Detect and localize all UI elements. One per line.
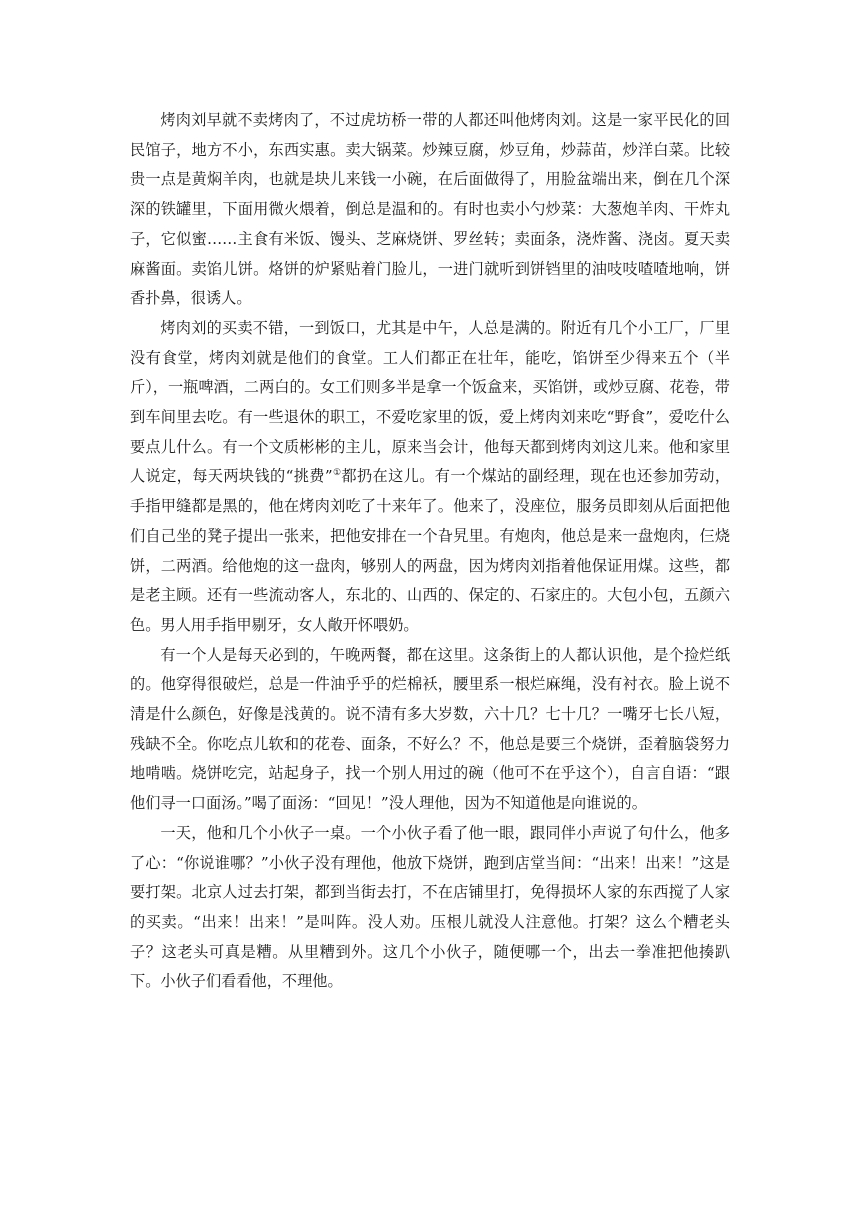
paragraph-2-text-a: 烤肉刘的买卖不错，一到饭口，尤其是中午，人总是满的。附近有几个小工厂，厂里没有食堂，烤肉刘就是他们的食堂。工人们都正在壮年，能吃，馅饼至少得来五个（半斤），一瓶啤酒，二两白的。女工们则多半是拿一个饭盒来，买馅饼，或炒豆腐、花卷，带到车间里去吃。有一些退休的职工，不爱吃家里的饭，爱上烤肉刘来吃“野食”，爱吃什么要点儿什么。有一个文质彬彬的主儿，原来当会计，他每天都到烤肉刘这儿来。他和家里人说定，每天两块钱的“挑费”: [130, 318, 730, 486]
paragraph-2: [130, 314, 730, 641]
paragraph-1: 烤肉刘早就不卖烤肉了，不过虎坊桥一带的人都还叫他烤肉刘。这是一家平民化的回民馆子，地方不小，东西实惠。卖大锅菜。炒辣豆腐，炒豆角，炒蒜苗，炒洋白菜。比较贵一点是黄焖羊肉，也就是块儿来钱一小碗，在后面做得了，用脸盆端出来，倒在几个深深的铁罐里，下面用微火煨着，倒总是温和的。有时也卖小勺炒菜：大葱炮羊肉、干炸丸子，它似蜜……主食有米饭、馒头、芝麻烧饼、罗丝转；卖面条，浇炸酱、浇卤。夏天卖麻酱面。卖馅儿饼。烙饼的炉紧贴着门脸儿，一进门就听到饼铛里的油吱吱喳喳地响，饼香扑鼻，很诱人。: [130, 111, 730, 308]
paragraph-3: 有一个人是每天必到的，午晚两餐，都在这里。这条街上的人都认识他，是个捡烂纸的。他穿得很破烂，总是一件油乎乎的烂棉袄，腰里系一根烂麻绳，没有衬衣。脸上说不清是什么颜色，好像是浅黄的。说不清有多大岁数，六十几？七十几？一嘴牙七长八短，残缺不全。你吃点儿软和的花卷、面条，不好么？不，他总是要三个烧饼，歪着脑袋努力地啃啮。烧饼吃完，站起身子，找一个别人用过的碗（他可不在乎这个），自言自语：“跟他们寻一口面汤。”喝了面汤：“回见！”没人理他，因为不知道他是向谁说的。: [130, 645, 730, 813]
footnote-marker: ①: [332, 468, 342, 479]
paragraph-4: 一天，他和几个小伙子一桌。一个小伙子看了他一眼，跟同伴小声说了句什么，他多了心：“你说谁哪？”小伙子没有理他，他放下烧饼，跑到店堂当间：“出来！出来！”这是要打架。北京人过去打架，都到当街去打，不在店铺里打，免得损坏人家的东西搅了人家的买卖。“出来！出来！”是叫阵。没人劝。压根儿就没人注意他。打架？这么个糟老头子？这老头可真是糟。从里糟到外。这几个小伙子，随便哪一个，出去一拳准把他揍趴下。小伙子们看看他，不理他。: [130, 823, 730, 991]
paragraph-2-text-b: 都扔在这儿。有一个煤站的副经理，现在也还参加劳动，手指甲缝都是黑的，他在烤肉刘吃了十来年了。他来了，没座位，服务员即刻从后面把他们自己坐的凳子提出一张来，把他安排在一个旮旯里。有炮肉，他总是来一盘炮肉，仨烧饼，二两酒。给他炮的这一盘肉，够别人的两盘，因为烤肉刘指着他保证用煤。这些，都是老主顾。还有一些流动客人，东北的、山西的、保定的、石家庄的。大包小包，五颜六色。男人用手指甲剔牙，女人敞开怀喂奶。: [130, 467, 731, 634]
article-body: [130, 106, 730, 997]
